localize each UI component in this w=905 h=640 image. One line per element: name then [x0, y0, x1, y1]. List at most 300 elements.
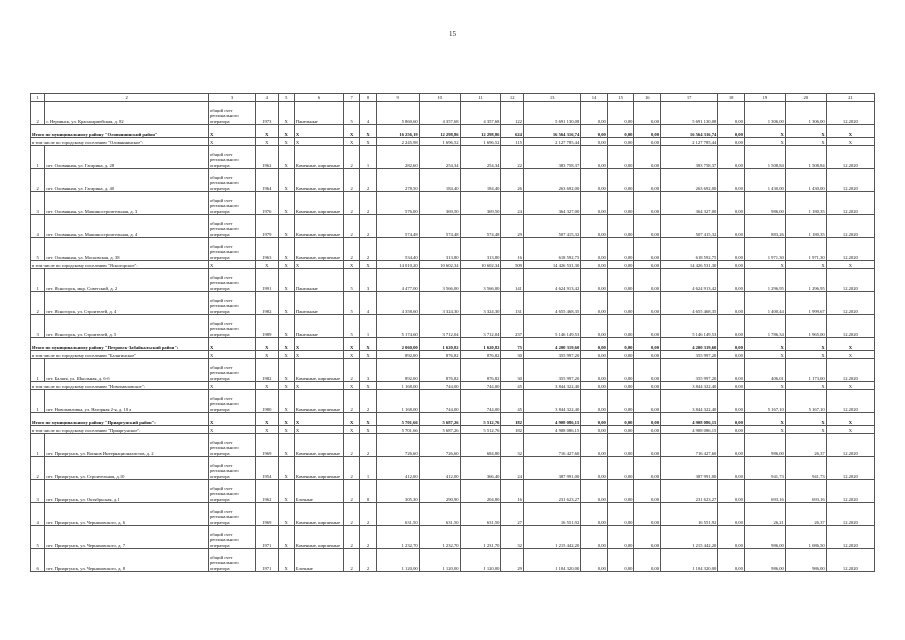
table-cell: 0,00	[634, 292, 661, 315]
table-cell: 355 997,20	[523, 359, 580, 382]
table-cell: 509	[501, 261, 524, 269]
table-cell: 2 127 785,44	[523, 138, 580, 146]
table-cell: Каменные, кирпичные	[294, 192, 343, 215]
table-cell: 4 908 086,15	[523, 413, 580, 426]
table-cell: X	[278, 261, 294, 269]
table-cell: 0,00	[607, 215, 634, 238]
table-cell: общий счет регионального оператора	[208, 359, 255, 382]
table-cell: 0,00	[718, 261, 745, 269]
table-cell: общий счет регионального оператора	[208, 169, 255, 192]
table-cell: 412,00	[419, 457, 460, 480]
table-cell: 305,30	[376, 480, 419, 503]
table-cell: 1 430,00	[785, 169, 826, 192]
table-cell: 3 844 322,40	[661, 382, 718, 390]
table-cell: X	[256, 125, 279, 138]
building-row	[31, 549, 875, 572]
table-cell: 14 426 531,30	[523, 261, 580, 269]
table-cell: 26	[501, 169, 524, 192]
table-cell: 3 844 322,40	[523, 390, 580, 413]
table-cell: 0,00	[718, 315, 745, 338]
table-cell: 0,00	[718, 215, 745, 238]
table-cell: 0,00	[634, 434, 661, 457]
column-number-cell: 20	[785, 94, 826, 102]
table-cell: X	[256, 426, 279, 434]
table-cell: 2	[343, 480, 359, 503]
table-cell: 1 999,67	[785, 292, 826, 315]
table-cell: 313,80	[460, 238, 501, 261]
table-cell: 0,00	[718, 413, 745, 426]
table-cell: 0,00	[581, 434, 608, 457]
table-cell: X	[294, 261, 343, 269]
table-cell: 0,00	[607, 192, 634, 215]
table-cell: 1963	[256, 238, 279, 261]
table-cell: 2	[31, 292, 45, 315]
table-cell: пгт. Оловянная, ул. Московская, д. 38	[45, 238, 209, 261]
table-cell: 5	[343, 269, 359, 292]
table-cell: 0,00	[607, 480, 634, 503]
column-number-cell: 8	[360, 94, 376, 102]
table-cell: 278,50	[376, 169, 419, 192]
table-cell: 0,00	[634, 125, 661, 138]
table-cell: X	[208, 138, 255, 146]
table-cell: в том числе по городскому поселению "Балягинское"	[31, 351, 209, 359]
table-cell: 1 400,44	[744, 292, 785, 315]
table-cell: в том числе по городскому поселению "Приаргунское":	[31, 426, 209, 434]
table-cell: 1 696,52	[460, 138, 501, 146]
table-cell: 12.2020	[826, 526, 874, 549]
table-cell: 32	[501, 526, 524, 549]
table-cell: 4	[360, 292, 376, 315]
table-cell: 0,00	[607, 359, 634, 382]
table-cell: 2	[360, 503, 376, 526]
table-cell: X	[360, 426, 376, 434]
table-cell: 16	[501, 238, 524, 261]
table-cell: 1	[360, 315, 376, 338]
table-cell: общий счет регионального оператора	[208, 457, 255, 480]
table-cell: 6	[31, 549, 45, 572]
building-row	[31, 526, 875, 549]
table-cell: 1982	[256, 292, 279, 315]
column-number-cell: 6	[294, 94, 343, 102]
table-cell: 1 508,84	[744, 146, 785, 169]
table-cell: 0,00	[607, 351, 634, 359]
table-cell: 876,82	[419, 351, 460, 359]
table-cell: 1 232,70	[419, 526, 460, 549]
column-number-cell: 9	[376, 94, 419, 102]
table-cell: X	[278, 338, 294, 351]
table-cell: X	[278, 351, 294, 359]
table-cell: 1 215 442,20	[661, 526, 718, 549]
table-cell: 2	[360, 215, 376, 238]
table-cell: X	[826, 426, 874, 434]
table-cell: 574,48	[419, 215, 460, 238]
table-cell: 412,00	[376, 457, 419, 480]
table-cell: 0,00	[607, 503, 634, 526]
table-cell: 1	[31, 390, 45, 413]
table-cell: X	[343, 426, 359, 434]
table-cell: Итого по муниципальному району "Петровск-Забайкальский район":	[31, 338, 209, 351]
table-cell: Каменные, кирпичные	[294, 215, 343, 238]
table-cell: 0,00	[607, 125, 634, 138]
table-cell: X	[278, 238, 294, 261]
table-cell: пгт. Оловянная, ул. Машиностроительная, д. 4	[45, 215, 209, 238]
table-cell: X	[294, 338, 343, 351]
table-cell: 1971	[256, 549, 279, 572]
table-header-row	[31, 94, 875, 102]
table-cell: 22	[501, 146, 524, 169]
table-cell: 0,00	[607, 169, 634, 192]
table-cell: X	[360, 125, 376, 138]
table-cell: X	[826, 382, 874, 390]
table-cell: общий счет регионального оператора	[208, 192, 255, 215]
table-cell: 726,60	[376, 434, 419, 457]
table-cell: 2	[343, 238, 359, 261]
table-cell: 12.2020	[826, 549, 874, 572]
table-cell: 684,80	[460, 434, 501, 457]
table-cell: X	[256, 138, 279, 146]
table-cell: 1	[31, 434, 45, 457]
table-cell: 237	[501, 315, 524, 338]
table-cell: Панельные	[294, 292, 343, 315]
table-cell: 716 427,60	[661, 434, 718, 457]
table-cell: общий счет регионального оператора	[208, 315, 255, 338]
table-cell: X	[278, 390, 294, 413]
table-cell: 5 687,26	[419, 426, 460, 434]
table-cell: 0,00	[718, 434, 745, 457]
table-cell: 2	[31, 457, 45, 480]
table-cell: 4 655 468,35	[661, 292, 718, 315]
table-cell: Панельные	[294, 269, 343, 292]
table-cell: 0,00	[634, 480, 661, 503]
table-cell: 366,40	[460, 457, 501, 480]
table-cell: 0,00	[581, 138, 608, 146]
table-cell: 0,00	[634, 549, 661, 572]
table-cell: 182	[501, 426, 524, 434]
table-cell: 0,00	[581, 315, 608, 338]
table-cell: 2	[360, 434, 376, 457]
table-cell: общий счет регионального оператора	[208, 102, 255, 125]
table-cell: 2	[343, 215, 359, 238]
table-cell: 16 256,19	[376, 125, 419, 138]
table-cell: 2	[360, 169, 376, 192]
table-cell: 16	[501, 480, 524, 503]
table-cell: X	[278, 549, 294, 572]
table-cell: 0,00	[581, 169, 608, 192]
table-cell: 1	[31, 269, 45, 292]
table-cell: Каменные, кирпичные	[294, 359, 343, 382]
column-number-cell: 4	[256, 94, 279, 102]
table-cell: 5 687,26	[419, 413, 460, 426]
table-cell: 364 327,00	[661, 192, 718, 215]
table-cell: 726,60	[419, 434, 460, 457]
table-cell: 1 508,84	[785, 146, 826, 169]
column-number-cell: 12	[501, 94, 524, 102]
column-number-cell: 14	[581, 94, 608, 102]
table-cell: Итого по муниципальному району "Приаргунский район":	[31, 413, 209, 426]
table-cell: 182	[501, 413, 524, 426]
table-cell: 876,82	[460, 351, 501, 359]
table-cell: 744,00	[419, 390, 460, 413]
table-cell: 1 971,30	[785, 238, 826, 261]
table-cell: 631,50	[376, 503, 419, 526]
district-total-row	[31, 338, 875, 351]
table-cell: X	[208, 261, 255, 269]
table-cell: X	[343, 338, 359, 351]
table-cell: 4	[31, 503, 45, 526]
table-cell: 716 427,60	[523, 434, 580, 457]
table-cell: пгт. Ясногорск, ул. Строителей, д. 5	[45, 315, 209, 338]
table-cell: X	[208, 426, 255, 434]
table-cell: 0,00	[607, 526, 634, 549]
table-cell: 0,00	[607, 238, 634, 261]
table-cell: 12.2020	[826, 292, 874, 315]
table-cell: X	[278, 426, 294, 434]
table-cell: пгт. Ясногорск, ул. Строителей, д. 4	[45, 292, 209, 315]
table-cell: 45	[501, 390, 524, 413]
table-cell: X	[826, 261, 874, 269]
table-cell: общий счет регионального оператора	[208, 269, 255, 292]
table-cell: 0,00	[581, 125, 608, 138]
table-cell: 0,00	[607, 434, 634, 457]
table-cell: 12.2020	[826, 238, 874, 261]
table-cell: 3	[31, 480, 45, 503]
table-cell: 2	[360, 549, 376, 572]
table-cell: X	[744, 138, 785, 146]
table-cell: 1979	[256, 215, 279, 238]
building-row	[31, 359, 875, 382]
table-cell: X	[278, 292, 294, 315]
table-cell: пгт. Новопавловка, ул. Нагорная 2-я, д. 10 а	[45, 390, 209, 413]
table-cell: 0,00	[581, 338, 608, 351]
table-cell: 12.2020	[826, 359, 874, 382]
column-number-cell: 17	[661, 94, 718, 102]
table-cell: 282,60	[376, 146, 419, 169]
column-number-cell: 19	[744, 94, 785, 102]
building-row	[31, 215, 875, 238]
table-cell: 0,00	[718, 138, 745, 146]
table-cell: 0,00	[581, 382, 608, 390]
table-cell: 5	[31, 526, 45, 549]
table-cell: Каменные, кирпичные	[294, 238, 343, 261]
table-cell: X	[278, 215, 294, 238]
table-cell: 3 712,04	[460, 315, 501, 338]
settlement-subtotal-row	[31, 261, 875, 269]
table-cell: 1 168,00	[376, 390, 419, 413]
table-cell: 26,21	[744, 503, 785, 526]
table-cell: 27	[501, 503, 524, 526]
table-cell: 5 512,76	[460, 413, 501, 426]
table-cell: 0,00	[718, 480, 745, 503]
table-cell: 534,40	[376, 238, 419, 261]
column-number-cell: 7	[343, 94, 359, 102]
table-cell: 26,37	[785, 434, 826, 457]
table-cell: 0,00	[718, 390, 745, 413]
table-cell: 5 146 149,53	[661, 315, 718, 338]
table-cell: 369,50	[419, 192, 460, 215]
building-row	[31, 457, 875, 480]
table-cell: 3 844 322,40	[523, 382, 580, 390]
table-cell: 1976	[256, 192, 279, 215]
table-cell: 1	[360, 146, 376, 169]
table-cell: 2	[360, 192, 376, 215]
table-cell: Панельные	[294, 315, 343, 338]
building-row	[31, 169, 875, 192]
table-cell: 0,00	[634, 413, 661, 426]
table-cell: пгт. Балягя, ул. Школьная, д. 6-б	[45, 359, 209, 382]
table-cell: 29	[501, 549, 524, 572]
table-cell: 12 298,86	[419, 125, 460, 138]
table-cell: 364 327,00	[523, 192, 580, 215]
table-cell: 883,26	[744, 215, 785, 238]
table-cell: X	[785, 413, 826, 426]
table-cell: X	[343, 413, 359, 426]
table-cell: 0,00	[581, 503, 608, 526]
table-cell: 0,00	[607, 292, 634, 315]
table-cell: 876,82	[419, 359, 460, 382]
table-cell: X	[343, 138, 359, 146]
table-cell: X	[785, 338, 826, 351]
table-cell: 0,00	[581, 426, 608, 434]
table-cell: 1 215 442,20	[523, 526, 580, 549]
table-cell: 0,00	[581, 526, 608, 549]
table-cell: 1 231,70	[460, 526, 501, 549]
table-cell: 3	[31, 315, 45, 338]
table-cell: X	[360, 382, 376, 390]
table-cell: 0,00	[634, 215, 661, 238]
table-cell: 1	[360, 457, 376, 480]
table-cell: 12.2020	[826, 146, 874, 169]
table-cell: X	[360, 413, 376, 426]
table-cell: 12.2020	[826, 390, 874, 413]
table-cell: 5 691 130,08	[523, 102, 580, 125]
table-cell: в том числе по городскому поселению "Ясногорское":	[31, 261, 209, 269]
page-number: 15	[449, 30, 456, 38]
building-row	[31, 238, 875, 261]
table-cell: 0,00	[634, 146, 661, 169]
table-cell: 0,00	[581, 261, 608, 269]
table-cell: 941,73	[744, 457, 785, 480]
table-cell: 3 566,00	[460, 269, 501, 292]
table-cell: 0,00	[718, 238, 745, 261]
table-cell: 406,01	[744, 359, 785, 382]
table-cell: X	[256, 413, 279, 426]
column-number-cell: 3	[208, 94, 255, 102]
table-cell: общий счет регионального оператора	[208, 503, 255, 526]
table-cell: г. Нерчинск, ул. Красноармейская, д. 82	[45, 102, 209, 125]
table-cell: X	[744, 426, 785, 434]
table-cell: 45	[501, 382, 524, 390]
table-cell: 5 701,66	[376, 426, 419, 434]
table-cell: 1 971,30	[744, 238, 785, 261]
table-cell: X	[208, 382, 255, 390]
building-row	[31, 503, 875, 526]
table-cell: X	[278, 146, 294, 169]
table-cell: 0,00	[581, 390, 608, 413]
building-row	[31, 315, 875, 338]
table-cell: X	[278, 434, 294, 457]
table-cell: в том числе по городскому поселению "Оловяннинское":	[31, 138, 209, 146]
table-cell: 1 180,35	[785, 215, 826, 238]
table-cell: 744,00	[460, 390, 501, 413]
table-cell: 0,00	[607, 457, 634, 480]
table-cell: 32	[501, 434, 524, 457]
table-cell: 0,00	[607, 390, 634, 413]
table-cell: 576,00	[376, 192, 419, 215]
table-cell: пгт. Оловянная, ул. Гагарина, д. 40	[45, 169, 209, 192]
table-cell: 5	[343, 315, 359, 338]
table-cell: 5 167,10	[744, 390, 785, 413]
table-cell: X	[278, 457, 294, 480]
table-cell: пгт. Приаргунск, ул. Октябрьская, д.1	[45, 480, 209, 503]
table-cell: X	[256, 261, 279, 269]
table-cell: 941,73	[785, 457, 826, 480]
table-cell: 4 908 086,15	[661, 426, 718, 434]
table-cell: 0,00	[718, 526, 745, 549]
table-cell: 0,00	[607, 549, 634, 572]
table-cell: 355 997,20	[523, 351, 580, 359]
table-cell: 892,00	[376, 359, 419, 382]
table-cell: 2	[360, 390, 376, 413]
table-cell: Панельные	[294, 102, 343, 125]
table-cell: 2	[360, 526, 376, 549]
table-cell: 0,00	[581, 359, 608, 382]
table-cell: 1 086,50	[785, 526, 826, 549]
table-cell: X	[294, 413, 343, 426]
table-cell: 4 624 913,42	[661, 269, 718, 292]
table-cell: 1 306,00	[785, 102, 826, 125]
table-cell: 10 602,34	[460, 261, 501, 269]
table-cell: X	[256, 338, 279, 351]
table-cell: 744,00	[419, 382, 460, 390]
table-cell: 1 168,00	[376, 382, 419, 390]
table-cell: X	[785, 426, 826, 434]
table-cell: 2	[31, 169, 45, 192]
table-cell: X	[278, 503, 294, 526]
table-cell: 1982	[256, 359, 279, 382]
building-row	[31, 192, 875, 215]
table-cell: пгт. Ясногорск, мкр. Советский, д. 2	[45, 269, 209, 292]
table-cell: 0,00	[634, 169, 661, 192]
table-cell: X	[278, 413, 294, 426]
table-cell: 29	[501, 215, 524, 238]
table-cell: 0,00	[634, 338, 661, 351]
table-cell: 1971	[256, 526, 279, 549]
table-cell: Каменные, кирпичные	[294, 457, 343, 480]
table-cell: X	[785, 261, 826, 269]
table-cell: 14 010,20	[376, 261, 419, 269]
table-cell: Блочные	[294, 480, 343, 503]
column-number-cell: 5	[278, 94, 294, 102]
table-cell: 0,00	[607, 382, 634, 390]
table-cell: 0,00	[607, 138, 634, 146]
table-cell: 4 200 319,60	[661, 338, 718, 351]
table-cell: пгт. Приаргунск, ул. Черняховского, д. 7	[45, 526, 209, 549]
table-cell: 0,00	[718, 359, 745, 382]
table-cell: 4	[360, 102, 376, 125]
table-cell: 0,00	[634, 269, 661, 292]
table-cell: 0,00	[607, 315, 634, 338]
table-cell: пгт. Приаргунск, ул. Черняховского, д. 8	[45, 549, 209, 572]
table-cell: 4 477,00	[376, 269, 419, 292]
table-cell: 0,00	[718, 457, 745, 480]
table-cell: X	[360, 138, 376, 146]
table-cell: 4 908 086,15	[661, 413, 718, 426]
table-cell: X	[278, 526, 294, 549]
table-cell: Каменные, кирпичные	[294, 390, 343, 413]
table-cell: 30	[501, 359, 524, 382]
table-cell: 0,00	[581, 292, 608, 315]
table-cell: 0,00	[718, 351, 745, 359]
